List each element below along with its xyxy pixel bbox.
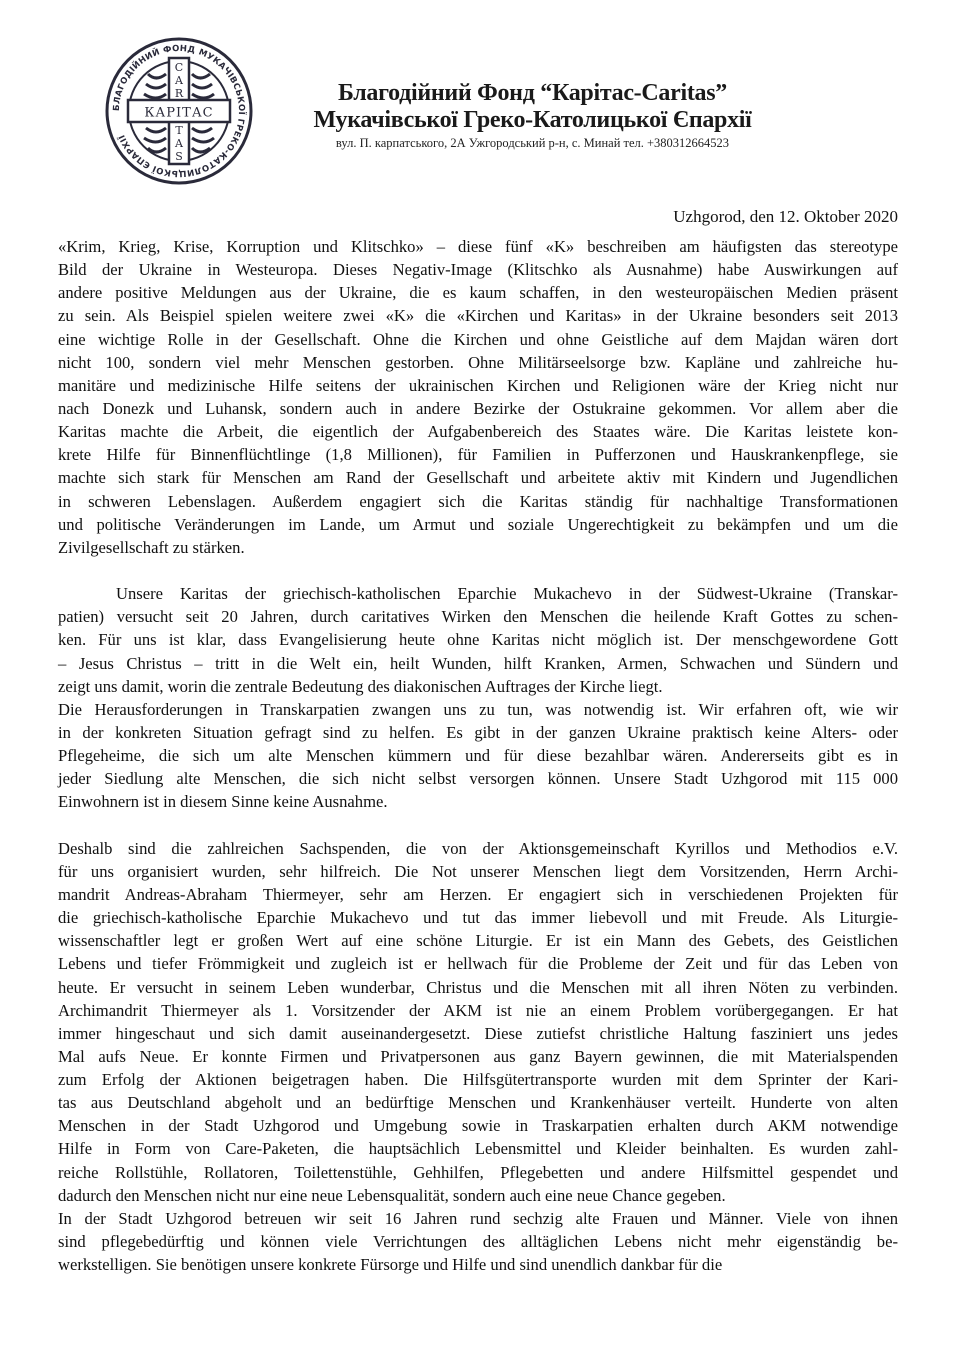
text-line: manitäre und medizinische Hilfe seitens der ukrainischen Kirchen und Religionen wäre der Krieg nicht nur: [58, 375, 898, 395]
paragraph-spacer: [58, 559, 898, 582]
foundation-name: Благодійний Фонд “Карітас-Caritas”: [338, 80, 727, 106]
text-line: In der Stadt Uzhgorod betreuen wir seit 16 Jahren rund sechzig alte Frauen und Männer. Viele von ihnen: [58, 1208, 898, 1228]
svg-text:КАРІТАС: КАРІТАС: [144, 105, 214, 121]
paragraph: [58, 582, 898, 698]
text-line: jeder Siedlung alte Menschen, die sich nicht selbst versorgen können. Unsere Stadt Uzhgorod mit 115 000: [58, 769, 898, 789]
svg-text:A: A: [175, 74, 183, 87]
text-line: und politische Veränderungen im Lande, um Armut und soziale Ungerechtigkeit zu bekämpfen und um die: [58, 514, 898, 534]
text-line: «Krim, Krieg, Krise, Korruption und Klitschko» – diese fünf «K» beschreiben am häufigsten das stereotype: [58, 237, 898, 256]
svg-text:БЛАГОДІЙНИЙ ФОНД МУКАЧІВСЬКОЇ: БЛАГОДІЙНИЙ ФОНД МУКАЧІВСЬКОЇ ГРЕКО-КАТОЛИЦЬКОЇ ЄПАРХІЇ: [111, 43, 247, 179]
text-line: Karitas machte die Arbeit, die eigentlich der Aufgabenbereich des Staates wäre. Die Karitas leistete kon-: [58, 422, 898, 442]
text-line: Menschen in der Stadt Uzhgorod und Umgebung sowie in Traskarpatien erhalten durch AKM notwendige: [58, 1116, 898, 1136]
svg-text:C: C: [174, 61, 184, 74]
address-line: вул. П. карпатського, 2А Ужгородський р-н, с. Минай тел. +380312664523: [335, 136, 730, 150]
paragraph: [58, 837, 898, 1207]
caritas-seal-logo: [104, 36, 254, 186]
text-line: tas aus Deutschland abgeholt und an bedürftige Menschen und Krankenhäuser verteilt. Hunderte von alten: [58, 1093, 898, 1113]
date-line: Uzhgorod, den 12. Oktober 2020: [673, 207, 898, 226]
text-line: Unsere Karitas der griechisch-katholischen Eparchie Mukachevo in der Südwest-Ukraine (Transkar-: [116, 584, 898, 604]
text-line: andere positive Meldungen aus der Ukraine, die es kaum schaffen, in den westeuropäischen Medien präsent: [58, 283, 898, 303]
text-line: wissenschaftler legt er großen Wert auf eine schöne Liturgie. Er ist ein Mann des Gebets, des Geistlichen: [58, 931, 898, 951]
text-line: in schweren Lebenslagen. Außerdem engagiert sich die Karitas ständig für nachhaltige Transformationen: [58, 491, 898, 511]
text-line: eine wichtige Rolle in der Gesellschaft. Ohne die Kirchen und ohne Geistliche auf dem Majdan wären dort: [58, 329, 898, 349]
text-line: zu sein. Als Beispiel spielen weitere zwei «K» die «Kirchen und Karitas» in der Ukraine besonders seit 2013: [58, 306, 898, 326]
text-line: Mal aufs Neue. Er konnte Firmen und Privatpersonen aus ganz Bayern gewinnen, die mit Materialspenden: [58, 1046, 898, 1066]
paragraph-spacer: [58, 814, 898, 837]
svg-text:S: S: [175, 150, 183, 163]
text-line: dadurch den Menschen nicht nur eine neue Lebensqualität, sondern auch eine neue Chance gegeben.: [58, 1185, 726, 1205]
text-line: für uns organisiert wurden, sehr hilfreich. Die Not unserer Menschen liegt dem Vorsitzenden, Herrn Archi-: [58, 861, 898, 881]
text-line: Deshalb sind die zahlreichen Sachspenden, die von der Aktionsgemeinschaft Kyrillos und Methodios e.V.: [58, 838, 898, 858]
text-line: – Jesus Christus – tritt in die Welt ein, heilt Wunden, hilft Kranken, Armen, Schwachen und Sündern und: [58, 653, 898, 673]
text-line: heute. Er versucht in seinem Leben wunderbar, Christus und die Menschen mit all ihren Nöten zu verbinden.: [58, 977, 898, 997]
text-line: nach Donezk und Luhansk, sondern auch in andere Bezirke der Ostukraine gekommen. Vor allem aber die: [58, 398, 898, 418]
text-line: die griechisch-katholische Eparchie Mukachevo und tut das immer liebevoll und mit Freude. Als Liturgie-: [58, 908, 898, 928]
svg-text:T: T: [175, 124, 183, 137]
text-line: Einwohnern ist in diesem Sinne keine Ausnahme.: [58, 792, 388, 812]
text-line: zum Erfolg der Aktionen beigetragen haben. Die Hilfsgütertransporte wurden mit dem Sprinter der Kari-: [58, 1070, 898, 1090]
text-line: immer hingeschaut und sich damit auseinandergesetzt. Diese zutiefst christliche Haltung fasziniert uns jedes: [58, 1023, 898, 1043]
text-line: Hilfe in Form von Care-Paketen, die hauptsächlich Lebensmittel und Kleider beinhalten. Es wurden zahl-: [58, 1139, 898, 1159]
paragraph: [58, 235, 898, 559]
text-line: in der konkreten Situation gefragt sind zu helfen. Es gibt in der ganzen Ukraine praktisch keine Alters- oder: [58, 722, 898, 742]
text-line: patien) versucht seit 20 Jahren, durch caritatives Wirken den Menschen die heilende Kraft Gottes zu schen-: [58, 607, 898, 627]
text-line: krete Hilfe für Binnenflüchtlinge (1,8 Millionen), für Familien in Pufferzonen und Hauskrankenpflege, sie: [58, 445, 898, 465]
text-line: Die Herausforderungen in Transkarpatien zwangen uns zu tun, was notwendig ist. Wir erfahren oft, wie wir: [58, 699, 898, 719]
text-line: zeigt uns damit, worin die zentrale Bedeutung des diakonischen Auftrages der Kirche liegt.: [58, 676, 663, 696]
paragraph: [58, 1207, 898, 1276]
text-line: Archimandrit Thiermeyer als 1. Vorsitzender der AKM ist nie an einem Problem vorübergegangen. Er hat: [58, 1000, 898, 1020]
text-line: mandrit Andreas-Abraham Thiermeyer, sehr am Herzen. Er engagiert sich in verschiedenen Projekten für: [58, 884, 898, 904]
text-line: reiche Rollstühle, Rollatoren, Toilettenstühle, Gehhilfen, Pflegebetten und andere Hilfsmittel gespendet und: [58, 1162, 898, 1182]
letterhead: [270, 80, 795, 152]
text-line: Pflegeheime, die sich um alte Menschen kümmern und für diese bezahlbar wären. Andererseits gibt es in: [58, 746, 898, 766]
eparchy-name: Мукачівської Греко-Католицької Єпархії: [313, 107, 752, 133]
letter-body: [58, 235, 898, 1276]
text-line: Lebens und tiefer Frömmigkeit und zugleich ist er hellwach für die Probleme der Zeit und für das Leben von: [58, 954, 898, 974]
text-line: ken. Für uns ist klar, dass Evangelisierung heute ohne Karitas nicht möglich ist. Der menschgewordene Gott: [58, 630, 898, 650]
svg-text:R: R: [174, 87, 184, 100]
paragraph: [58, 698, 898, 814]
text-line: werkstelligen. Sie benötigen unsere konkrete Fürsorge und Hilfe und sind unendlich dankbar für die: [58, 1255, 723, 1275]
text-line: machte sich stark für Menschen am Rand der Gesellschaft und arbeitete aktiv mit Kindern und Jugendlichen: [58, 468, 898, 488]
text-line: Bild der Ukraine in Westeuropa. Dieses Negativ-Image (Klitschko als Ausnahme) habe Auswirkungen auf: [58, 260, 898, 280]
text-line: nicht 100, sondern viel mehr Menschen gestorben. Ohne Militärseelsorge bzw. Kapläne und zahlreiche hu-: [58, 352, 898, 372]
text-line: sind pflegebedürftig und können viele Verrichtungen des alltäglichen Lebens nicht mehr eigenständig be-: [58, 1232, 898, 1252]
svg-text:A: A: [175, 137, 183, 150]
text-line: Zivilgesellschaft zu stärken.: [58, 537, 245, 557]
